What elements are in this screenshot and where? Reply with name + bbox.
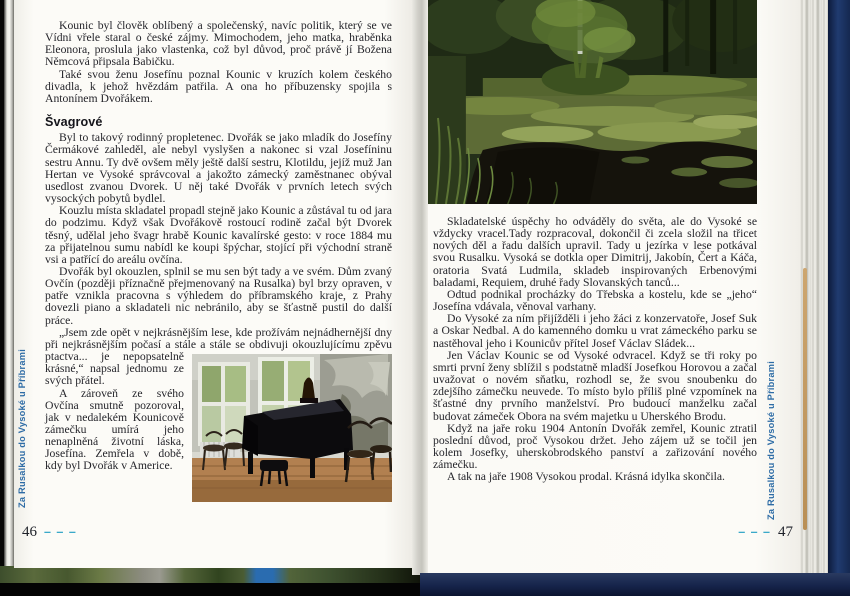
paragraph: Jen Václav Kounic se od Vysoké odvracel. Když se tři roky po smrti první ženy sblížil s podstatně mladší Josefkou Horovou a začal uvažovat o novém sňatku, rozhodl se, že svou snoubenku do zdejšího zámečku neuvede. To místo bylo příliš plné vzpomínek na šťastné dny prvního manželství. Pro budoucí manželku začal budovat zámeček Obora na svém majetku u Uherského Brodu.: [433, 348, 757, 423]
left-page-number: 46: [22, 524, 37, 540]
paragraph: Skladatelské úspěchy ho odváděly do světa, ale do Vysoké se vždycky vracel.Tady rozpracoval, dokončil či zcela složil na třicet nových děl a řadu dalších upravil. Tady u jezírka v lese potkával svou Rusalku. Vysoká se dotkla oper Dimitrij, Jakobín, Čert a Káča, oratoria Svatá Ludmila, skladeb inspirovaných Erbenovými baladami, Requiem, druhé řady Slovanských tanců...: [433, 215, 757, 289]
left-page-text-column: [45, 20, 392, 506]
paragraph: Kouzlu místa skladatel propadl stejně jako Kounic a zůstával tu od jara do podzimu. Když však Dvořákově rostoucí rodině začal být Dvorek těsný, udělal jeho švagr hrabě Kounic kavalírské gesto: v roce 1884 mu za přijatelnou sumu nabídl ke koupi špýchar, stojící při východní straně vsi a patřící do areálu ovčína.: [45, 204, 392, 266]
quote-text-after-photo: okouzlujícímu zpěvu ptactva... je nepopsatelně krásné,“ napsal jednomu ze svých přátel.: [45, 337, 393, 388]
section-heading: Švagrové: [45, 115, 103, 130]
right-page-text-column: [433, 216, 757, 483]
paragraph: Do Vysoké za ním přijížděli i jeho žáci z konzervatoře, Josef Suk a Oskar Nedbal. A do kamenného domku u vrat zámeckého parku se nastěhoval jeho i Kounicův přítel Josef Václav Sládek...: [433, 312, 757, 350]
forest-pond-photo: [428, 0, 757, 204]
paragraph: Byl to takový rodinný propletenec. Dvořák se jako mladík do Josefíny Čermákové zahleděl, ale nebyl vyslyšen a nakonec si vzal Josefíninu sestru Annu. Ty dvě ovšem měly ještě další sestru, Klotildu, jejíž muž Jan Hertan ve Vysoké správcoval a jakožto zámecký zaměstnanec obýval usedlost zvanou Dvorek. U něj také Dvořák v prvních letech svých vysockých pobytů bydlel.: [45, 131, 392, 206]
book-cover-right: [828, 0, 850, 596]
quote-text-before-photo: „Jsem zde opět v nejkrásnějším lese, kde prožívám nejnádhernější dny při nejkrásnějším počasí a stále a stále se obdivuji: [45, 325, 392, 351]
right-page-footer: [738, 524, 793, 541]
right-page-number: 47: [778, 524, 793, 540]
paragraph: A tak na jaře 1908 Vysokou prodal. Krásná idylka skončila.: [447, 470, 725, 484]
paragraph: Odtud podnikal procházky do Třebska a kostelu, kde se „jeho“ Josefína vdávala, věnoval varhany.: [433, 287, 757, 314]
quote-paragraph: [45, 327, 392, 388]
paragraph: Když na jaře roku 1904 Antonín Dvořák zemřel, Kounic ztratil poslední důvod, proč Vysokou držet. Jeho zájem už se točil jen kolem Josefky, uherskobrodského panství a zařizování nového zámečku.: [433, 421, 757, 472]
book-cover-bottom-right: [420, 573, 850, 596]
right-margin-title: Za Rusalkou do Vysoké u Příbrami: [766, 361, 776, 520]
page-stack-tan-mark: [803, 268, 807, 530]
paragraph: Kounic byl člověk oblíbený a společenský, navíc politik, který se ve Vídni vřele staral o české zájmy. Mimochodem, jeho matka, hraběnka Eleonora, proslula jako vlastenka, což byl důvod, proč právě jí Božena Němcová připsala Babičku.: [45, 19, 392, 69]
paragraph: Dvořák byl okouzlen, splnil se mu sen být tady a ve svém. Dům zvaný Ovčín (později příznačně přejmenovaný na Rusalka) byl brzy opraven, v patře vznikla pracovna s výhledem do příbramského kraje, z Prahy dovezli piano a skladateli nic nebránilo, aby se šťastně pustil do další práce.: [45, 264, 392, 327]
footer-dashes: – – –: [44, 525, 77, 539]
left-page-edge: [4, 0, 14, 582]
book-gutter: [412, 0, 428, 575]
paragraph: Také svou ženu Josefínu poznal Kounic v kruzích kolem českého divadla, k jehož hvězdám patřila. A ona ho příbuzensky spojila s Antonínem Dvořákem.: [45, 67, 392, 105]
grand-piano-room-photo: [192, 354, 392, 502]
book-cover-strip-bottom-left: [0, 566, 420, 583]
paragraph: A zároveň ze svého Ovčína smutně pozoroval, jak v nedalekém Kounicově zámečku umírá jeho nenaplněná životní láska, Josefína. Zemřela v době, kdy byl Dvořák v Americe.: [45, 386, 184, 473]
left-margin-title: Za Rusalkou do Vysoké u Příbrami: [17, 349, 27, 508]
footer-dashes: – – –: [738, 525, 771, 539]
left-page-footer: [22, 524, 77, 541]
scan-background-bottom: [0, 583, 424, 596]
